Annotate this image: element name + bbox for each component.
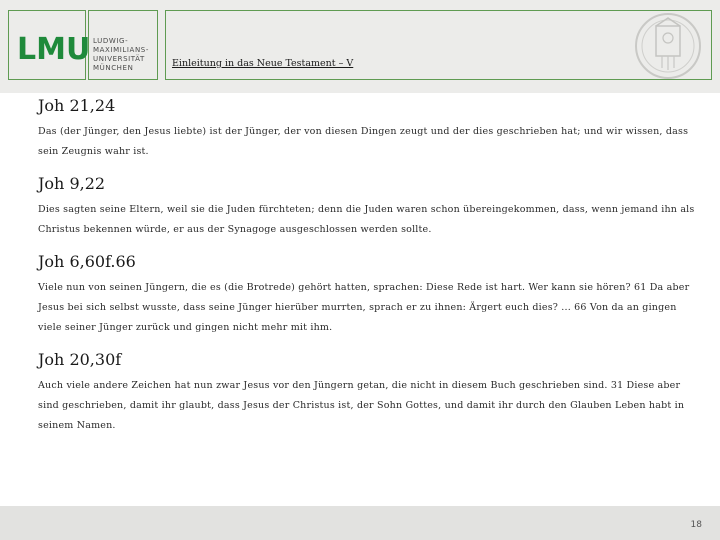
slide-footer bbox=[0, 506, 720, 540]
slide-title: Einleitung in das Neue Testament – V bbox=[172, 58, 354, 69]
slide-content bbox=[38, 96, 698, 448]
university-name-line: MAXIMILIANS- bbox=[93, 46, 149, 54]
passage-text: Viele nun von seinen Jüngern, die es (die Brotrede) gehört hatten, sprachen: Diese Rede ist hart. Wer kann sie hören? 61 Da aber Jesus bei sich selbst wusste, dass seine Jünger hierüber murrten, sprach er zu ihnen: Ärgert euch dies? ... 66 Von da an gingen viele seiner Jünger zurück und gingen nicht mehr mit ihm. bbox=[38, 282, 690, 333]
page-number: 18 bbox=[690, 520, 702, 530]
lmu-logo bbox=[8, 10, 91, 80]
university-name-line: MÜNCHEN bbox=[93, 64, 134, 72]
passage-text: Dies sagten seine Eltern, weil sie die Juden fürchteten; denn die Juden waren schon übereingekommen, dass, wenn jemand ihn als Christus bekennen würde, er aus der Synagoge ausgeschlossen werden sollte. bbox=[38, 204, 695, 235]
university-seal-icon bbox=[618, 10, 708, 80]
passage-text: Auch viele andere Zeichen hat nun zwar Jesus vor den Jüngern getan, die nicht in diesem Buch geschrieben sind. 31 Diese aber sind geschrieben, damit ihr glaubt, dass Jesus der Christus ist, der Sohn Gottes, und damit ihr durch den Glauben Leben habt in seinem Namen. bbox=[38, 380, 685, 431]
university-name-line: UNIVERSITÄT bbox=[93, 55, 145, 63]
slide-header bbox=[0, 0, 720, 93]
passage-reference: Joh 21,24 bbox=[38, 96, 116, 115]
passage-text: Das (der Jünger, den Jesus liebte) ist der Jünger, der von diesen Dingen zeugt und der dies geschrieben hat; und wir wissen, dass sein Zeugnis wahr ist. bbox=[38, 126, 689, 157]
passage-reference: Joh 9,22 bbox=[38, 174, 106, 193]
passage-reference: Joh 20,30f bbox=[38, 350, 122, 369]
lmu-logo-text: LMU bbox=[17, 32, 91, 67]
passage-reference: Joh 6,60f.66 bbox=[38, 252, 136, 271]
university-name-block bbox=[88, 10, 158, 80]
university-name-line: LUDWIG- bbox=[93, 37, 129, 45]
